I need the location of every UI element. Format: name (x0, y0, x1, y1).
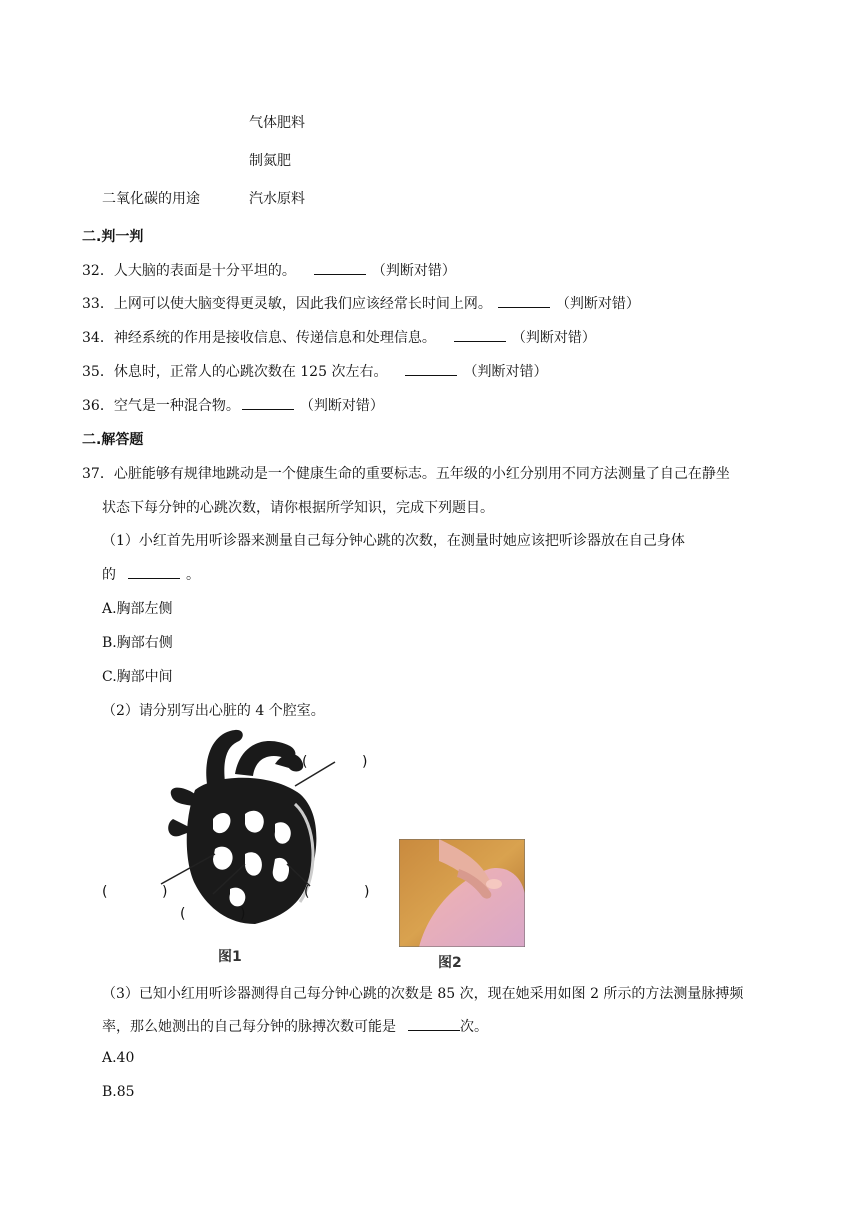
option-c: C.胸部中间 (102, 669, 173, 685)
paren-right-open: ( (304, 884, 310, 900)
question-37-line1 (82, 463, 730, 483)
answer-blank[interactable] (498, 293, 550, 308)
sub-question-2: （2）请分别写出心脏的 4 个腔室。 (102, 703, 325, 719)
answer-blank[interactable] (454, 327, 506, 342)
question-text: 空气是一种混合物。 (113, 398, 240, 414)
paren-bottom-close: ) (240, 906, 246, 922)
sub-question-1-line1: （1）小红首先用听诊器来测量自己每分钟心跳的次数，在测量时她应该把听诊器放在自己身体 (102, 533, 685, 549)
match-item-1: 气体肥料 (249, 115, 305, 131)
question-33 (82, 293, 640, 313)
figure-1-caption: 图1 (218, 949, 242, 965)
sub-question-3-line2 (102, 1016, 488, 1036)
paren-left-close: ) (162, 884, 168, 900)
sub-question-3-line1: （3）已知小红用听诊器测得自己每分钟心跳的次数是 85 次，现在她采用如图 2 所示的方法测量脉搏频 (102, 986, 744, 1002)
section-title-answer: 二.解答题 (82, 432, 144, 448)
match-item-3: 汽水原料 (249, 191, 305, 207)
heart-diagram (95, 724, 385, 974)
answer-blank[interactable] (128, 564, 180, 579)
option-b: B.85 (102, 1084, 135, 1100)
question-number: 37． (82, 466, 114, 482)
paren-top-open: ( (302, 754, 308, 770)
question-text: 休息时，正常人的心跳次数在 125 次左右。 (113, 364, 388, 380)
match-left-item: 二氧化碳的用途 (102, 191, 200, 207)
text: 。 (186, 567, 200, 583)
question-number: 36． (82, 398, 114, 414)
question-text: 上网可以使大脑变得更灵敏，因此我们应该经常长时间上网。 (113, 296, 492, 312)
answer-blank[interactable] (405, 361, 457, 376)
sub-question-1-line2 (102, 564, 200, 584)
option-a: A.40 (102, 1050, 135, 1066)
text: 率，那么她测出的自己每分钟的脉搏次数可能是 (102, 1019, 396, 1035)
question-37-line2: 状态下每分钟的心跳次数，请你根据所学知识，完成下列题目。 (102, 500, 494, 516)
question-36 (82, 395, 384, 415)
paren-left-open: ( (102, 884, 108, 900)
match-item-2: 制氮肥 (249, 153, 291, 169)
question-number: 35． (82, 364, 114, 380)
question-32 (82, 260, 456, 280)
paren-top-close: ) (362, 754, 368, 770)
question-suffix: （判断对错） (463, 364, 548, 380)
paren-right-close: ) (364, 884, 370, 900)
question-suffix: （判断对错） (511, 330, 596, 346)
figure-2-caption: 图2 (438, 955, 462, 971)
question-suffix: （判断对错） (299, 398, 384, 414)
question-number: 33． (82, 296, 114, 312)
answer-blank[interactable] (314, 260, 366, 275)
question-number: 34． (82, 330, 114, 346)
answer-blank[interactable] (408, 1016, 460, 1031)
question-suffix: （判断对错） (371, 263, 456, 279)
question-35 (82, 361, 547, 381)
text: 次。 (460, 1019, 488, 1035)
question-text: 人大脑的表面是十分平坦的。 (113, 263, 296, 279)
option-a: A.胸部左侧 (102, 601, 173, 617)
option-b: B.胸部右侧 (102, 635, 173, 651)
answer-blank[interactable] (242, 395, 294, 410)
question-suffix: （判断对错） (555, 296, 640, 312)
paren-bottom-open: ( (180, 906, 186, 922)
question-text: 心脏能够有规律地跳动是一个健康生命的重要标志。五年级的小红分别用不同方法测量了自己在静坐 (113, 466, 730, 482)
pulse-photo (399, 839, 525, 947)
question-34 (82, 327, 596, 347)
section-title-judge: 二.判一判 (82, 229, 144, 245)
question-number: 32． (82, 263, 114, 279)
text: 的 (102, 567, 116, 583)
question-text: 神经系统的作用是接收信息、传递信息和处理信息。 (113, 330, 436, 346)
